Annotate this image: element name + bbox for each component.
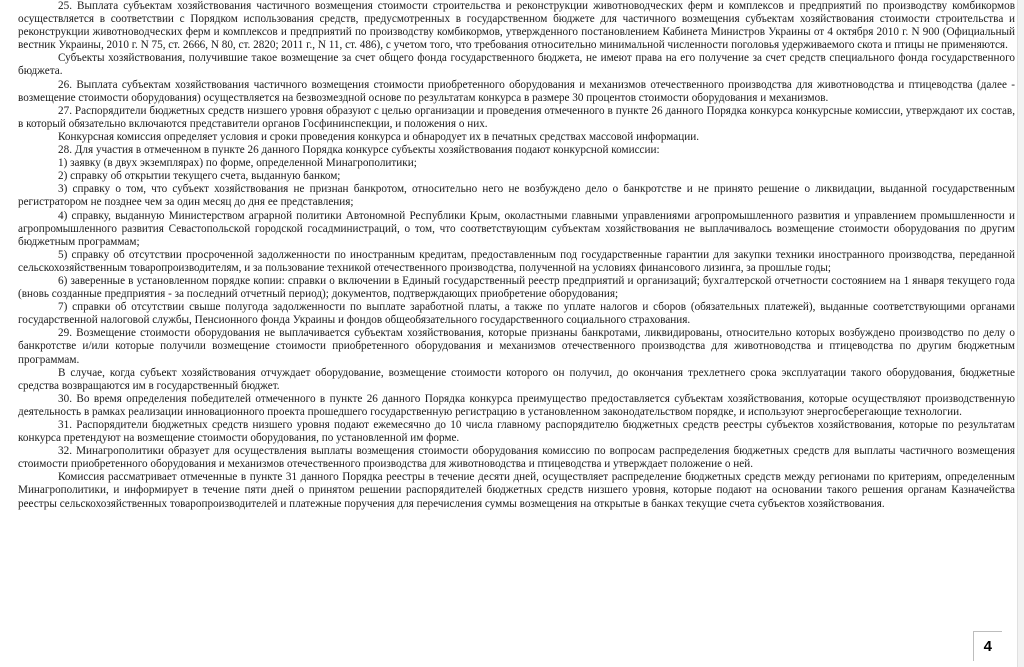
list-item-4: 4) справку, выданную Министерством аграрной политики Автономной Республики Крым, околастными главными управлениями агропромышленного развития и управлением промышленности и агропромышленного развития Севастопольской городской госадминистраций, о том, что соответствующим субъектам хозяйствования не выплачивалось возмещение стоимости оборудования по другим бюджетным программам;	[18, 209, 1015, 248]
paragraph-28: 28. Для участия в отмеченном в пункте 26 данного Порядка конкурсе субъекты хозяйствования подают конкурсной комиссии:	[58, 144, 660, 157]
page-number: 4	[973, 631, 1002, 661]
paragraph-29-note: В случае, когда субъект хозяйствования отчуждает оборудование, возмещение стоимости которого он получил, до окончания трехлетнего срока эксплуатации такого оборудования, бюджетные средства возвращаются им в государственный бюджет.	[18, 366, 1015, 392]
paragraph-25: 25. Выплата субъектам хозяйствования частичного возмещения стоимости строительства и реконструкции животноводческих ферм и комплексов и предприятий по производству комбикормов осуществляется в соответствии с Порядком использования средств, предусмотренных в государственном бюджете для частичного возмещения субъектам хозяйствования стоимости строительства и реконструкции животноводческих ферм и комплексов и предприятий по производству комбикормов, утвержденного постановлением Кабинета Министров Украины от 4 октября 2010 г. N 900 (Официальный вестник Украины, 2010 г. N 75, ст. 2666, N 80, ст. 2820; 2011 г., N 11, ст. 486), с учетом того, что требования относительно минимальной численности поголовья удерживаемого скота и птицы не применяются.	[18, 0, 1015, 52]
list-item-6: 6) заверенные в установленном порядке копии: справки о включении в Единый государственный реестр предприятий и организаций; бухгалтерской отчетности состоянием на 1 января текущего года (вновь созданные предприятия - за последний отчетный период); документов, подтверждающих приобретение оборудования;	[18, 274, 1015, 301]
paragraph-29: 29. Возмещение стоимости оборудования не выплачивается субъектам хозяйствования, которые признаны банкротами, ликвидированы, относительно которых возбуждено производство по делу о банкротстве и/или которые получили возмещение стоимости приобретенного оборудования и механизмов отечественного производства для животноводства и птицеводства по другим бюджетным программам.	[18, 327, 1015, 366]
paragraph-26: 26. Выплата субъектам хозяйствования частичного возмещения стоимости приобретенного оборудования и механизмов отечественного производства для животноводства и птицеводства (далее - возмещение стоимости оборудования) осуществляется на безвозмездной основе по результатам конкурса в размере 30 процентов стоимости оборудования и механизмов.	[18, 78, 1015, 104]
paragraph-27: 27. Распорядители бюджетных средств низшего уровня образуют с целью организации и проведения отмеченного в пункте 26 данного Порядка конкурса конкурсные комиссии, утверждают их состав, в который обязательно включаются представители органов Госфининспекции, и положения о них.	[18, 104, 1015, 130]
paragraph-30: 30. Во время определения победителей отмеченного в пункте 26 данного Порядка конкурса преимущество предоставляется субъектам хозяйствования, которые осуществляют производственную деятельность в рамках реализации инновационного проекта прошедшего государственную регистрацию в установленном законодательством порядке, и используют энергосберегающие технологии.	[18, 392, 1015, 418]
list-item-1: 1) заявку (в двух экземплярах) по форме, определенной Минагрополитики;	[58, 157, 417, 170]
list-item-7: 7) справки об отсутствии свыше полугода задолженности по выплате заработной платы, а также по уплате налогов и сборов (обязательных платежей), выданные соответствующими органами государственной налоговой службы, Пенсионного фонда Украины и фондов общеобязательного государственного социального страхования.	[18, 301, 1015, 327]
paragraph-25-note: Субъекты хозяйствования, получившие такое возмещение за счет общего фонда государственного бюджета, не имеют права на его получение за счет средств специального фонда государственного бюджета.	[18, 52, 1015, 78]
paragraph-31: 31. Распорядители бюджетных средств низшего уровня подают ежемесячно до 10 числа главному распорядителю бюджетных средств реестры субъектов хозяйствования, которые по результатам конкурса претендуют на возмещение стоимости оборудования, по установленной им форме.	[18, 419, 1015, 445]
paragraph-32-note: Комиссия рассматривает отмеченные в пункте 31 данного Порядка реестры в течение десяти дней, осуществляет распределение бюджетных средств между регионами по критериям, определенным Минагрополитики, и информирует в течение пяти дней о принятом решении распорядителей бюджетных средств низшего уровня, которые подают на основании такого решения органам Казначейства реестры сельскохозяйственных товаропроизводителей и платежные поручения для перечисления суммы возмещения на открытые в банках текущие счета субъектов хозяйствования.	[18, 471, 1015, 510]
paragraph-27-note: Конкурсная комиссия определяет условия и сроки проведения конкурса и обнародует их в печатных средствах массовой информации.	[58, 130, 700, 143]
paragraph-32: 32. Минагрополитики образует для осуществления выплаты возмещения стоимости оборудования комиссию по вопросам распределения бюджетных средств для выплаты частичного возмещения стоимости приобретенного оборудования и механизмов отечественного производства для животноводства и птицеводства и утверждает положение о ней.	[18, 445, 1015, 471]
list-item-2: 2) справку об открытии текущего счета, выданную банком;	[58, 170, 341, 183]
list-item-3: 3) справку о том, что субъект хозяйствования не признан банкротом, относительно него не возбуждено дело о банкротстве и не принято решение о ликвидации, выданной государственным регистратором не позднее чем за один месяц до дня ее представления;	[18, 183, 1015, 209]
page-edge	[1017, 0, 1024, 667]
list-item-5: 5) справку об отсутствии просроченной задолженности по иностранным кредитам, предоставленным под государственные гарантии для закупки техники иностранного производства, переданной сельскохозяйственным товаропроизводителям, и за пользование техникой отечественного производства, полученной на условиях финансового лизинга, за прошлые годы;	[18, 248, 1015, 274]
document-body	[18, 0, 1015, 511]
